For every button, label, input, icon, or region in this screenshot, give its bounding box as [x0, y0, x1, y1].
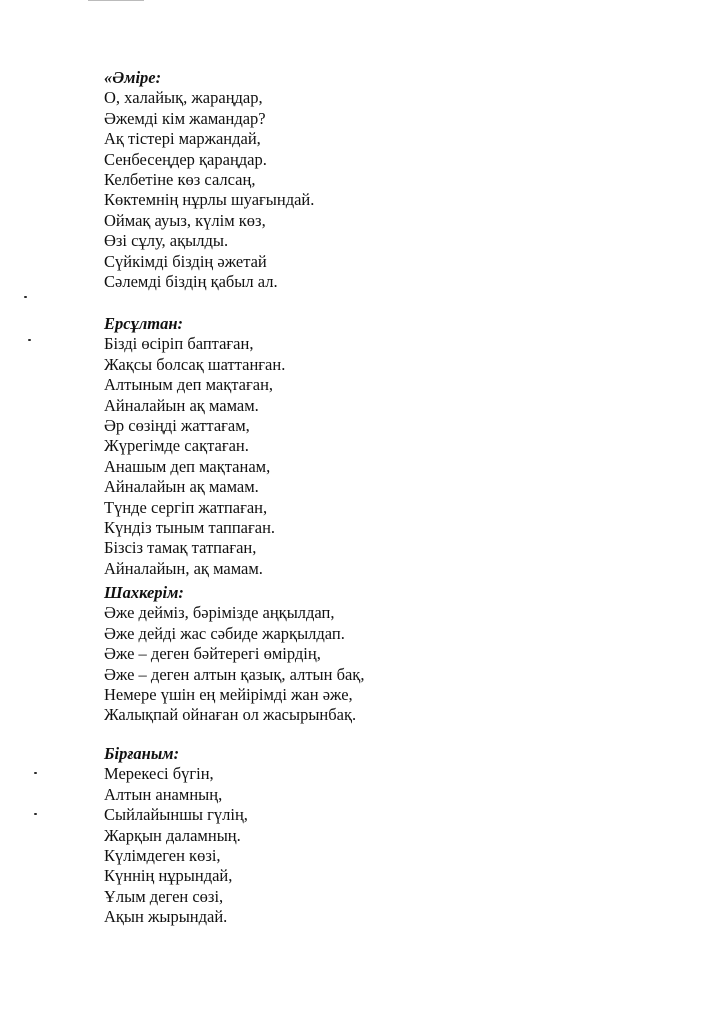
speaker-name: Ерсұлтан: — [104, 314, 184, 333]
speaker-name: Бірғаным: — [104, 744, 180, 763]
verse-line: Айналайын ақ мамам. — [104, 477, 259, 497]
verse-line: Сыйлайыншы гүлің, — [104, 805, 248, 825]
verse-line: Оймақ ауыз, күлім көз, — [104, 210, 266, 230]
stanza-amire — [104, 68, 314, 292]
scan-speck — [34, 813, 37, 815]
verse-line: Айналайын, ақ мамам. — [104, 558, 263, 578]
verse-line: Әже – деген алтын қазық, алтын бақ, — [104, 664, 365, 684]
verse-line: Өзі сұлу, ақылды. — [104, 231, 229, 251]
verse-line: Анашым деп мақтанам, — [104, 456, 271, 476]
verse-line: Ақ тістері маржандай, — [104, 129, 261, 149]
verse-line: Жақсы болсақ шаттанған. — [104, 354, 286, 374]
verse-line: Бізсіз тамақ татпаған, — [104, 538, 257, 558]
speaker-name: «Әміре: — [104, 68, 162, 87]
verse-line: Күннің нұрындай, — [104, 866, 233, 886]
verse-line: Сенбесеңдер қараңдар. — [104, 149, 267, 169]
stanza-shakhkerim — [104, 583, 364, 726]
verse-line: Ақын жырындай. — [104, 907, 228, 927]
verse-line: Жарқын даламның. — [104, 825, 241, 845]
verse-line: Әжемді кім жамандар? — [104, 108, 266, 128]
verse-line: Алтыным деп мақтаған, — [104, 375, 274, 395]
verse-line: О, халайық, жараңдар, — [104, 88, 263, 108]
verse-line: Сәлемді біздің қабыл ал. — [104, 271, 278, 291]
verse-line: Көктемнің нұрлы шуағындай. — [104, 190, 315, 210]
verse-line: Әже дейді жас сәбиде жарқылдап. — [104, 623, 345, 643]
verse-line: Сүйкімді біздің әжетай — [104, 251, 267, 271]
verse-line: Әр сөзіңді жаттағам, — [104, 415, 250, 435]
speaker-name: Шахкерім: — [104, 583, 184, 602]
verse-line: Әже – деген бәйтерегі өмірдің, — [104, 644, 321, 664]
scan-edge-mark — [88, 0, 144, 1]
verse-line: Түнде сергіп жатпаған, — [104, 497, 268, 517]
scan-speck — [34, 772, 37, 774]
verse-line: Алтын анамның, — [104, 784, 223, 804]
verse-line: Ұлым деген сөзі, — [104, 886, 224, 906]
scan-speck — [28, 339, 31, 341]
verse-line: Әже дейміз, бәрімізде аңқылдап, — [104, 603, 335, 623]
stanza-ersultan — [104, 314, 285, 579]
verse-line: Келбетіне көз салсаң, — [104, 169, 256, 189]
stanza-birganym — [104, 744, 248, 928]
verse-line: Жүрегімде сақтаған. — [104, 436, 249, 456]
verse-line: Айналайын ақ мамам. — [104, 395, 259, 415]
verse-line: Күндіз тыным таппаған. — [104, 517, 276, 537]
verse-line: Немере үшін ең мейірімді жан әже, — [104, 684, 353, 704]
verse-line: Бізді өсіріп баптаған, — [104, 334, 254, 354]
verse-line: Мерекесі бүгін, — [104, 764, 214, 784]
verse-line: Жалықпай ойнаған ол жасырынбақ. — [104, 705, 357, 725]
scan-speck — [24, 296, 27, 298]
verse-line: Күлімдеген көзі, — [104, 845, 221, 865]
